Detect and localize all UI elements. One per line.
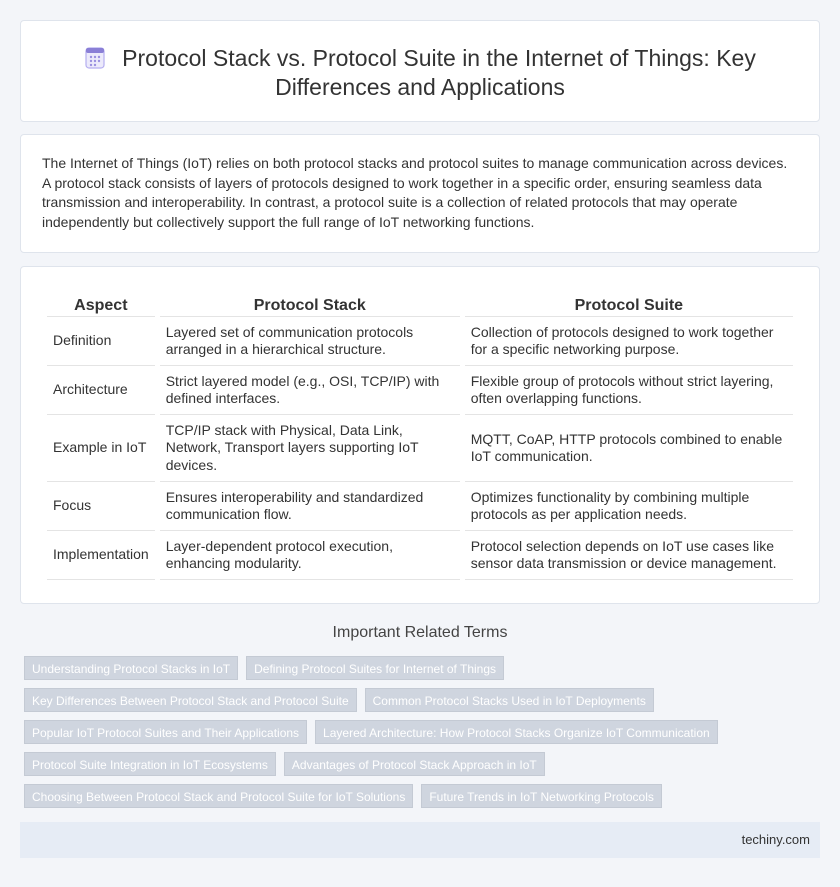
- related-terms-list: [24, 656, 824, 808]
- stack-cell: Ensures interoperability and standardized communication flow.: [160, 482, 460, 531]
- footer: [20, 822, 820, 858]
- suite-cell: MQTT, CoAP, HTTP protocols combined to enable IoT communication.: [465, 415, 793, 482]
- page-title: [61, 44, 779, 102]
- aspect-cell: Focus: [47, 482, 155, 531]
- header-protocol-suite: Protocol Suite: [465, 293, 793, 317]
- stack-cell: TCP/IP stack with Physical, Data Link, Network, Transport layers supporting IoT devices.: [160, 415, 460, 482]
- table-header-row: [47, 293, 793, 317]
- related-term-tag[interactable]: Layered Architecture: How Protocol Stacks Organize IoT Communication: [315, 720, 718, 744]
- related-term-tag[interactable]: Defining Protocol Suites for Internet of Things: [246, 656, 504, 680]
- suite-cell: Protocol selection depends on IoT use cases like sensor data transmission or device management.: [465, 531, 793, 580]
- related-terms-heading: Important Related Terms: [332, 624, 508, 641]
- aspect-cell: Architecture: [47, 366, 155, 415]
- related-term-tag[interactable]: Choosing Between Protocol Stack and Protocol Suite for IoT Solutions: [24, 784, 413, 808]
- title-card: [20, 20, 820, 122]
- intro-paragraph: The Internet of Things (IoT) relies on both protocol stacks and protocol suites to manage communication across devices. A protocol stack consists of layers of protocols designed to work together in a specific order, ensuring seamless data transmission and interoperability. In contrast, a protocol suite is a collection of related protocols that may operate independently but collectively support the full range of IoT networking functions.: [42, 155, 788, 230]
- table-row: [47, 531, 793, 580]
- suite-cell: Optimizes functionality by combining multiple protocols as per application needs.: [465, 482, 793, 531]
- related-term-tag[interactable]: Future Trends in IoT Networking Protocols: [421, 784, 662, 808]
- table-row: [47, 482, 793, 531]
- table-row: [47, 366, 793, 415]
- table-row: [47, 317, 793, 366]
- stack-cell: Strict layered model (e.g., OSI, TCP/IP) with defined interfaces.: [160, 366, 460, 415]
- header-protocol-stack: Protocol Stack: [160, 293, 460, 317]
- related-term-tag[interactable]: Advantages of Protocol Stack Approach in IoT: [284, 752, 545, 776]
- document-icon: [84, 46, 106, 70]
- header-aspect: Aspect: [47, 293, 155, 317]
- suite-cell: Flexible group of protocols without strict layering, often overlapping functions.: [465, 366, 793, 415]
- related-term-tag[interactable]: Protocol Suite Integration in IoT Ecosystems: [24, 752, 276, 776]
- aspect-cell: Example in IoT: [47, 415, 155, 482]
- stack-cell: Layered set of communication protocols arranged in a hierarchical structure.: [160, 317, 460, 366]
- page-title-text: Protocol Stack vs. Protocol Suite in the Internet of Things: Key Differences and Applications: [122, 45, 756, 100]
- aspect-cell: Definition: [47, 317, 155, 366]
- related-term-tag[interactable]: Common Protocol Stacks Used in IoT Deployments: [365, 688, 654, 712]
- comparison-table: [42, 293, 798, 580]
- suite-cell: Collection of protocols designed to work together for a specific networking purpose.: [465, 317, 793, 366]
- aspect-cell: Implementation: [47, 531, 155, 580]
- intro-card: [20, 134, 820, 253]
- stack-cell: Layer-dependent protocol execution, enhancing modularity.: [160, 531, 460, 580]
- table-row: [47, 415, 793, 482]
- related-term-tag[interactable]: Popular IoT Protocol Suites and Their Applications: [24, 720, 307, 744]
- related-term-tag[interactable]: Key Differences Between Protocol Stack and Protocol Suite: [24, 688, 357, 712]
- comparison-table-card: [20, 266, 820, 604]
- footer-site-name[interactable]: techiny.com: [741, 832, 810, 847]
- related-term-tag[interactable]: Understanding Protocol Stacks in IoT: [24, 656, 238, 680]
